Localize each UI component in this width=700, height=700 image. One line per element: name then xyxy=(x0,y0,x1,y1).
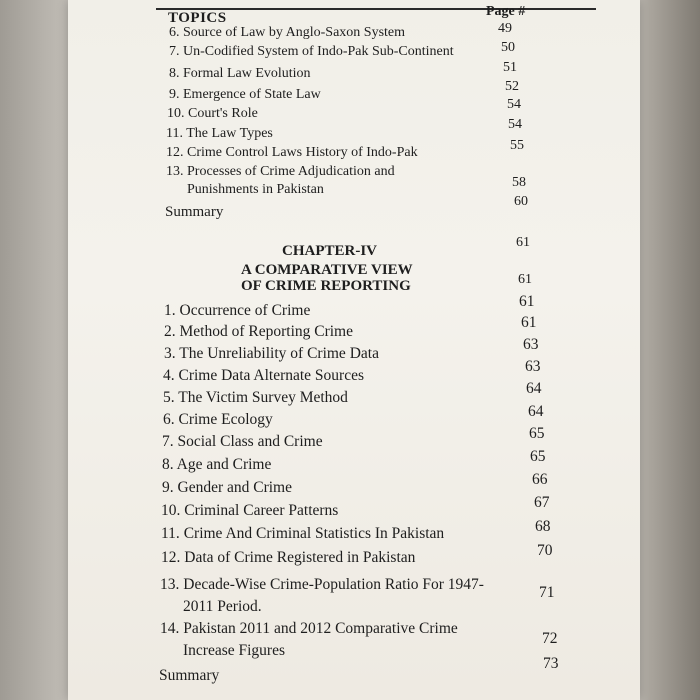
entry-title: Social Class and Crime xyxy=(177,433,323,450)
summary-label: Summary xyxy=(165,204,224,220)
entry-title: Crime Ecology xyxy=(178,411,273,428)
entry-page: 58 xyxy=(512,175,526,190)
entry-title: Age and Crime xyxy=(176,456,272,473)
toc-entry xyxy=(166,126,273,142)
entry-title: Formal Law Evolution xyxy=(183,66,311,81)
entry-title: Source of Law by Anglo-Saxon System xyxy=(183,25,406,40)
entry-number: 1. xyxy=(164,302,176,319)
page-number-heading: Page # xyxy=(486,4,526,19)
entry-title: Pakistan 2011 and 2012 Comparative Crime xyxy=(183,620,458,637)
entry-number: 13. xyxy=(166,164,184,179)
toc-entry xyxy=(164,345,379,363)
chapter-page: 61 xyxy=(516,235,530,250)
entry-page: 71 xyxy=(539,584,555,601)
entry-number: 7. xyxy=(169,44,180,59)
toc-entry xyxy=(162,456,271,474)
entry-page: 66 xyxy=(532,471,548,488)
toc-entry xyxy=(169,87,321,103)
entry-title: Crime Data Alternate Sources xyxy=(178,367,365,384)
entry-number: 12. xyxy=(161,549,181,566)
book-page xyxy=(68,0,640,700)
entry-page: 63 xyxy=(525,358,541,375)
toc-entry-continuation: Punishments in Pakistan xyxy=(187,182,324,197)
entry-page: 54 xyxy=(507,97,521,112)
entry-number: 10. xyxy=(167,106,185,121)
entry-page: 65 xyxy=(530,448,546,465)
entry-number: 8. xyxy=(162,456,174,473)
entry-page: 61 xyxy=(519,293,535,310)
chapter-title-line2: OF CRIME REPORTING xyxy=(241,278,411,294)
entry-number: 3. xyxy=(164,345,176,362)
entry-page: 55 xyxy=(510,138,524,153)
entry-number: 12. xyxy=(166,145,184,160)
background-right xyxy=(630,0,700,700)
entry-page: 52 xyxy=(505,79,519,94)
entry-page: 49 xyxy=(498,21,512,36)
entry-title: Data of Crime Registered in Pakistan xyxy=(184,549,416,566)
toc-entry xyxy=(160,620,458,638)
chapter-title-line1: A COMPARATIVE VIEW xyxy=(241,262,413,278)
toc-entry xyxy=(162,479,292,497)
toc-entry-continuation: 2011 Period. xyxy=(183,598,262,615)
entry-title: Crime And Criminal Statistics In Pakistan xyxy=(183,525,445,542)
toc-entry xyxy=(164,323,353,341)
entry-number: 6. xyxy=(169,25,180,40)
chapter-title-page: 61 xyxy=(518,272,532,287)
toc-entry xyxy=(161,502,338,520)
entry-title: Occurrence of Crime xyxy=(179,302,311,319)
entry-number: 9. xyxy=(169,87,180,102)
entry-title: Processes of Crime Adjudication and xyxy=(187,164,395,179)
entry-title: Crime Control Laws History of Indo-Pak xyxy=(187,145,418,160)
background-left xyxy=(0,0,75,700)
summary-page: 60 xyxy=(514,194,528,209)
entry-number: 9. xyxy=(162,479,174,496)
entry-title: Method of Reporting Crime xyxy=(179,323,353,340)
entry-title: Court's Role xyxy=(188,106,258,121)
summary-page: 73 xyxy=(543,655,559,672)
entry-title: Decade-Wise Crime-Population Ratio For 1947- xyxy=(183,576,484,593)
toc-entry xyxy=(160,576,484,594)
entry-page: 64 xyxy=(528,403,544,420)
entry-title: The Victim Survey Method xyxy=(178,389,348,406)
toc-entry xyxy=(166,145,418,161)
entry-number: 14. xyxy=(160,620,180,637)
toc-entry xyxy=(161,549,415,567)
toc-entry xyxy=(169,25,405,41)
entry-number: 13. xyxy=(160,576,180,593)
entry-title: The Law Types xyxy=(186,126,273,141)
entry-number: 6. xyxy=(163,411,175,428)
entry-page: 72 xyxy=(542,630,558,647)
chapter-label: CHAPTER-IV xyxy=(282,243,378,259)
entry-title: Criminal Career Patterns xyxy=(184,502,339,519)
toc-entry xyxy=(167,106,258,122)
toc-entry xyxy=(163,411,273,429)
entry-page: 64 xyxy=(526,380,542,397)
entry-page: 51 xyxy=(503,60,517,75)
topics-heading: TOPICS xyxy=(168,10,227,26)
entry-page: 61 xyxy=(521,314,537,331)
toc-entry xyxy=(161,525,444,543)
summary-label: Summary xyxy=(159,667,220,684)
toc-entry xyxy=(169,66,311,82)
toc-entry xyxy=(169,44,454,60)
entry-number: 8. xyxy=(169,66,180,81)
entry-title: Emergence of State Law xyxy=(183,87,321,102)
entry-title: Gender and Crime xyxy=(177,479,292,496)
entry-title: The Unreliability of Crime Data xyxy=(179,345,379,362)
entry-page: 65 xyxy=(529,425,545,442)
entry-page: 54 xyxy=(508,117,522,132)
toc-entry-continuation: Increase Figures xyxy=(183,642,285,659)
entry-number: 11. xyxy=(166,126,183,141)
entry-page: 50 xyxy=(501,40,515,55)
entry-number: 11. xyxy=(161,525,180,542)
toc-entry xyxy=(166,164,395,180)
entry-number: 4. xyxy=(163,367,175,384)
toc-entry xyxy=(163,367,364,385)
entry-number: 5. xyxy=(163,389,175,406)
entry-page: 63 xyxy=(523,336,539,353)
entry-number: 10. xyxy=(161,502,181,519)
entry-title: Un-Codified System of Indo-Pak Sub-Continent xyxy=(183,44,454,59)
entry-page: 68 xyxy=(535,518,551,535)
entry-number: 7. xyxy=(162,433,174,450)
toc-entry xyxy=(162,433,323,451)
toc-entry xyxy=(164,302,310,320)
entry-page: 70 xyxy=(537,542,553,559)
entry-page: 67 xyxy=(534,494,550,511)
toc-entry xyxy=(163,389,348,407)
entry-number: 2. xyxy=(164,323,176,340)
